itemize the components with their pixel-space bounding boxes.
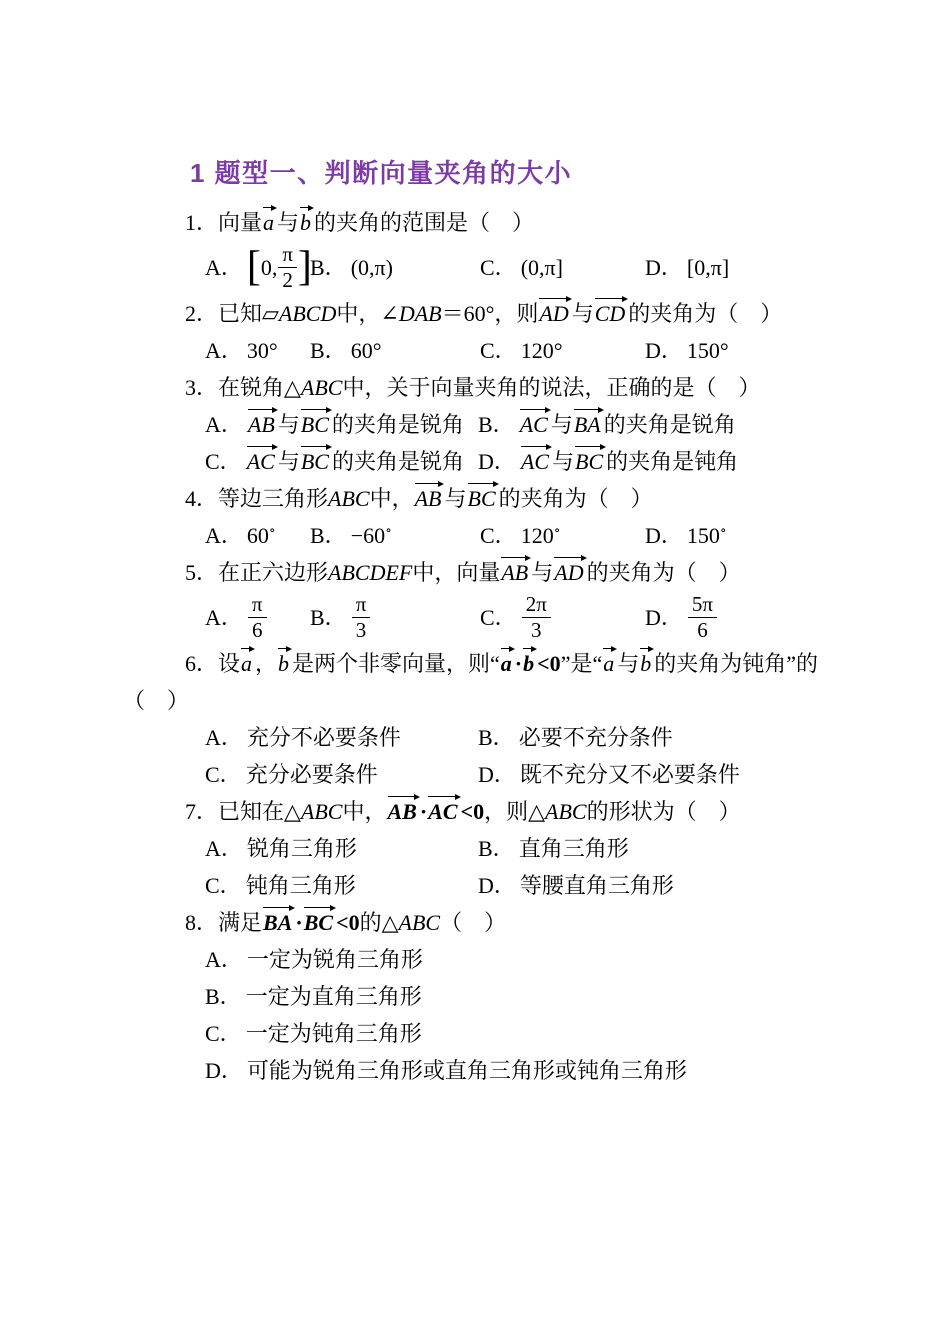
vector-symbol: AC: [519, 408, 551, 436]
math-variable: DAB: [398, 301, 442, 326]
section-title: 1 题型一、判断向量夹角的大小: [190, 158, 573, 188]
option-label: B．: [310, 605, 347, 630]
fraction: [278, 243, 297, 292]
text-run: 等腰直角三角形: [519, 873, 674, 898]
option-d: [205, 1052, 910, 1089]
option-a: [205, 332, 310, 369]
text-run: 120: [520, 523, 554, 548]
vector-symbol: b: [522, 647, 537, 675]
vector-symbol: BC: [300, 445, 332, 473]
option-a: [205, 517, 310, 554]
bold-text-run: ·: [419, 799, 428, 824]
option-b: [310, 591, 480, 645]
text-run: 充分不必要条件: [246, 725, 401, 750]
text-run: 的夹角的范围是（ ）: [314, 210, 535, 235]
text-run: 与: [277, 412, 300, 437]
vector-symbol: b: [639, 647, 654, 675]
vector-symbol: b: [277, 647, 292, 675]
text-run: 1．向量: [185, 210, 263, 235]
option-label: B．: [310, 523, 347, 548]
text-run: 与: [277, 449, 300, 474]
vector-symbol: AB: [387, 795, 420, 823]
option-d: [478, 756, 910, 793]
text-run: 30°: [246, 338, 278, 363]
option-a: [205, 941, 910, 978]
bold-text-run: ·: [514, 651, 523, 676]
options-row: [123, 406, 910, 480]
option-c: [480, 332, 645, 369]
text-run: 中，: [369, 486, 414, 511]
math-variable: ABC: [300, 375, 343, 400]
vector-symbol: BC: [574, 445, 606, 473]
option-label: D．: [205, 1058, 243, 1083]
text-run: 中，∠: [336, 301, 399, 326]
text-run: 150°: [686, 338, 729, 363]
question-6: [123, 645, 910, 793]
options-row: [123, 719, 910, 793]
text-run: 的夹角为（ ）: [628, 301, 783, 326]
question-stem: [123, 295, 910, 332]
text-run: ＝60°，则: [441, 301, 539, 326]
vector-symbol: CD: [594, 297, 629, 325]
text-run: 充分必要条件: [245, 762, 378, 787]
option-label: A．: [205, 947, 243, 972]
text-run: 8．满足: [185, 910, 263, 935]
option-label: C．: [205, 873, 242, 898]
fraction-numerator: π: [251, 592, 263, 617]
option-label: D．: [645, 523, 683, 548]
vector-symbol: a: [602, 647, 617, 675]
fraction-numerator: 2π: [525, 592, 547, 617]
option-label: A．: [205, 605, 243, 630]
vector-symbol: AC: [246, 445, 278, 473]
option-label: B．: [310, 255, 347, 280]
text-run: 的夹角为钝角”的: [654, 651, 818, 676]
option-label: B．: [478, 836, 515, 861]
question-stem: [123, 204, 910, 241]
question-stem: [123, 793, 910, 830]
fraction: [522, 593, 551, 642]
question-stem: [123, 645, 910, 682]
degree-symbol: ∘: [385, 522, 392, 538]
option-label: C．: [480, 255, 517, 280]
fraction: [352, 593, 371, 642]
text-run: 150: [686, 523, 720, 548]
option-label: D．: [645, 255, 683, 280]
option-label: C．: [480, 523, 517, 548]
vector-symbol: b: [299, 206, 314, 234]
option-label: C．: [205, 762, 242, 787]
option-label: C．: [480, 605, 517, 630]
math-variable: ABC: [300, 799, 343, 824]
option-label: D．: [478, 449, 516, 474]
fraction-denominator: 3: [352, 617, 371, 642]
vector-symbol: AD: [553, 556, 586, 584]
question-stem: [123, 904, 910, 941]
text-run: 既不充分又不必要条件: [519, 762, 740, 787]
option-a: [205, 591, 310, 645]
option-label: B．: [478, 412, 515, 437]
math-variable: ABC: [545, 799, 587, 824]
vector-symbol: a: [240, 647, 255, 675]
text-run: 锐角三角形: [246, 836, 357, 861]
text-run: 7．已知在△: [185, 799, 301, 824]
big-bracket: [: [246, 244, 261, 291]
option-label: A．: [205, 338, 243, 363]
option-d: [645, 517, 910, 554]
text-run: 与: [444, 486, 467, 511]
fraction-denominator: 3: [522, 617, 551, 642]
text-run: 6．设: [185, 651, 241, 676]
option-label: C．: [205, 1021, 242, 1046]
question-1: [123, 204, 910, 295]
questions: [123, 204, 910, 1089]
text-run: 中，向量: [412, 560, 501, 585]
options-row: [123, 332, 910, 369]
fraction-numerator: 5π: [691, 592, 713, 617]
option-label: A．: [205, 725, 243, 750]
option-b: [205, 978, 910, 1015]
text-run: 的夹角是钝角: [606, 449, 739, 474]
text-run: ，: [255, 651, 278, 676]
text-run: 的夹角是锐角: [331, 412, 464, 437]
text-run: 60°: [350, 338, 382, 363]
fraction: [248, 593, 267, 642]
text-run: 5．在正六边形: [185, 560, 329, 585]
bold-text-run: ·: [295, 910, 303, 935]
options-row: [123, 517, 910, 554]
text-run: 必要不充分条件: [518, 725, 673, 750]
bold-text-run: <0: [460, 799, 485, 824]
option-d: [645, 241, 910, 295]
option-b: [478, 830, 910, 867]
option-d: [478, 867, 910, 904]
degree-symbol: ∘: [268, 522, 276, 538]
vector-symbol: a: [500, 647, 515, 675]
question-stem-continued: [123, 682, 910, 719]
question-7: [123, 793, 910, 904]
option-label: A．: [205, 255, 243, 280]
vector-symbol: AB: [500, 556, 531, 584]
math-variable: ABCDEF: [328, 560, 413, 585]
option-label: D．: [645, 338, 683, 363]
vector-symbol: BC: [300, 408, 332, 436]
text-run: 与: [550, 412, 573, 437]
fraction: [688, 593, 717, 642]
text-run: 2．已知▱: [185, 301, 279, 326]
bold-text-run: <0: [537, 651, 561, 676]
option-c: [480, 517, 645, 554]
text-run: 的夹角为（ ）: [586, 560, 741, 585]
text-run: 与: [277, 210, 300, 235]
big-bracket: ]: [297, 244, 312, 291]
fraction-denominator: 6: [248, 617, 267, 642]
option-label: A．: [205, 836, 243, 861]
text-run: 0,: [260, 255, 278, 280]
text-run: 一定为钝角三角形: [245, 1021, 422, 1046]
fraction-denominator: 2: [278, 267, 297, 292]
option-a: [205, 830, 478, 867]
vector-symbol: BC: [303, 906, 336, 934]
math-variable: ABCD: [278, 301, 337, 326]
text-run: 钝角三角形: [245, 873, 356, 898]
text-run: 的△: [359, 910, 399, 935]
option-b: [478, 719, 910, 756]
text-run: 的形状为（ ）: [586, 799, 741, 824]
question-stem: [123, 554, 910, 591]
bold-text-run: <0: [336, 910, 360, 935]
math-variable: ABC: [398, 910, 441, 935]
text-run: [0,π]: [686, 255, 730, 280]
vector-symbol: AD: [538, 297, 571, 325]
option-label: D．: [478, 762, 516, 787]
option-label: B．: [310, 338, 347, 363]
options-row: [123, 241, 910, 295]
fraction-numerator: π: [355, 592, 367, 617]
text-run: 4．等边三角形: [185, 486, 329, 511]
vector-symbol: BA: [262, 906, 295, 934]
option-label: A．: [205, 523, 243, 548]
text-run: ，则△: [484, 799, 546, 824]
option-b: [478, 406, 910, 443]
degree-symbol: ∘: [553, 522, 561, 538]
text-run: 直角三角形: [518, 836, 629, 861]
option-d: [478, 443, 910, 480]
vector-symbol: BC: [467, 482, 499, 510]
question-4: [123, 480, 910, 554]
text-run: 3．在锐角△: [185, 375, 301, 400]
option-label: D．: [478, 873, 516, 898]
option-label: D．: [645, 605, 683, 630]
text-run: ”是“: [560, 651, 603, 676]
option-c: [480, 591, 645, 645]
text-run: 的夹角为（ ）: [498, 486, 653, 511]
question-8: [123, 904, 910, 1089]
option-label: C．: [205, 449, 242, 474]
question-stem: [123, 369, 910, 406]
option-b: [310, 241, 480, 295]
question-2: [123, 295, 910, 369]
text-run: 一定为直角三角形: [245, 984, 422, 1009]
fraction-numerator: π: [282, 242, 293, 267]
text-run: 的夹角是锐角: [603, 412, 736, 437]
option-b: [310, 332, 480, 369]
text-run: 与: [617, 651, 640, 676]
option-label: B．: [478, 725, 515, 750]
option-label: A．: [205, 412, 243, 437]
vector-symbol: AC: [520, 445, 552, 473]
text-run: 是两个非零向量，则“: [292, 651, 500, 676]
vector-symbol: BA: [573, 408, 604, 436]
option-c: [205, 443, 478, 480]
fraction-denominator: 6: [688, 617, 717, 642]
math-variable: ABC: [328, 486, 370, 511]
text-run: 中，关于向量夹角的说法，正确的是（ ）: [342, 375, 761, 400]
option-c: [480, 241, 645, 295]
text-run: −60: [350, 523, 386, 548]
text-run: 中，: [342, 799, 387, 824]
degree-symbol: ∘: [719, 522, 727, 538]
text-run: (0,π]: [520, 255, 563, 280]
question-stem: [123, 480, 910, 517]
vector-symbol: AB: [414, 482, 445, 510]
option-b: [310, 517, 480, 554]
options-row: [123, 591, 910, 645]
text-run: 120°: [520, 338, 563, 363]
option-a: [205, 719, 478, 756]
option-label: C．: [480, 338, 517, 363]
text-run: 与: [531, 560, 554, 585]
options-row: [123, 830, 910, 904]
option-a: [205, 241, 310, 295]
option-c: [205, 1015, 910, 1052]
vector-symbol: AC: [427, 795, 460, 823]
options-row: [123, 941, 910, 1089]
text-run: 可能为锐角三角形或直角三角形或钝角三角形: [246, 1058, 687, 1083]
option-d: [645, 591, 910, 645]
text-run: 与: [571, 301, 594, 326]
text-run: (0,π): [350, 255, 393, 280]
question-5: [123, 554, 910, 645]
question-3: [123, 369, 910, 480]
option-a: [205, 406, 478, 443]
text-run: （ ）: [123, 688, 190, 713]
text-run: （ ）: [440, 910, 507, 935]
vector-symbol: AB: [247, 408, 278, 436]
option-label: B．: [205, 984, 242, 1009]
option-c: [205, 867, 478, 904]
text-run: 的夹角是锐角: [331, 449, 464, 474]
vector-symbol: a: [262, 206, 277, 234]
option-c: [205, 756, 478, 793]
text-run: 60: [246, 523, 269, 548]
text-run: 与: [552, 449, 575, 474]
option-d: [645, 332, 910, 369]
text-run: 一定为锐角三角形: [246, 947, 423, 972]
